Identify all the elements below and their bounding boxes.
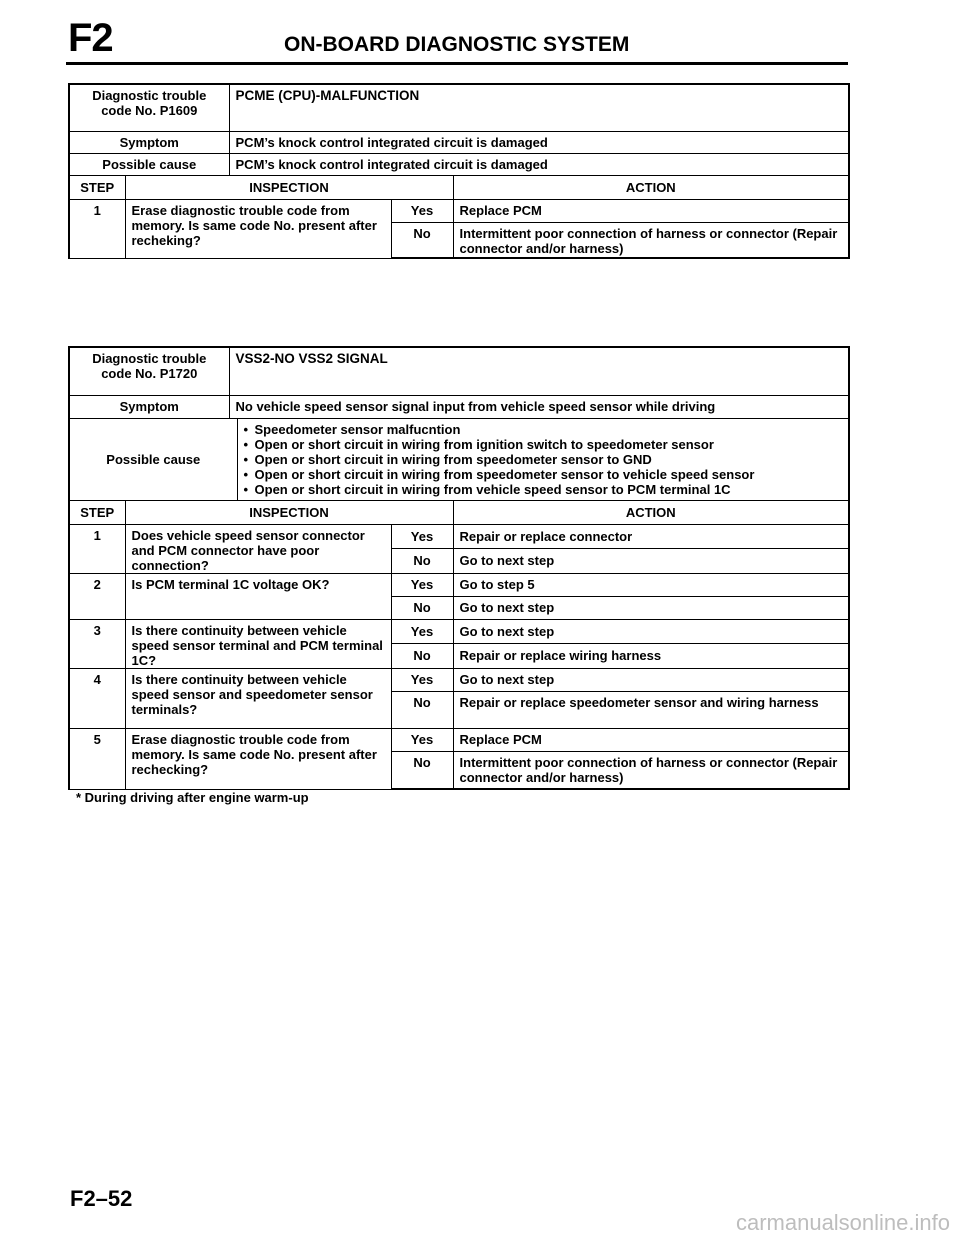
symptom-text: PCM’s knock control integrated circuit is damaged [229,131,849,153]
step-inspection: Is there continuity between vehicle speed sensor and speedometer sensor terminals? [125,668,391,728]
page-title: ON-BOARD DIAGNOSTIC SYSTEM [284,33,630,56]
cause-item: • Speedometer sensor malfucntion [244,422,843,437]
yes-label: Yes [391,524,453,549]
cause-item: • Open or short circuit in wiring from speedometer sensor to vehicle speed sensor [244,467,843,482]
cause-item: • Open or short circuit in wiring from vehicle speed sensor to PCM terminal 1C [244,482,843,497]
no-label: No [391,222,453,258]
step-inspection: Is there continuity between vehicle speed sensor terminal and PCM terminal 1C? [125,619,391,668]
title-rule [66,62,848,65]
no-action: Intermittent poor connection of harness or connector (Repair connector and/or harness) [453,751,849,789]
watermark: carmanualsonline.info [735,1210,950,1235]
possible-cause-text: PCM’s knock control integrated circuit is damaged [229,153,849,175]
dtc-title: PCME (CPU)-MALFUNCTION [229,84,849,131]
yes-action: Repair or replace connector [453,524,849,549]
dtc-table-p1609 [68,83,850,259]
yes-label: Yes [391,199,453,222]
yes-action: Go to step 5 [453,573,849,596]
cause-item: • Open or short circuit in wiring from ignition switch to speedometer sensor [244,437,843,452]
step-number: 2 [69,573,125,619]
inspection-header: INSPECTION [125,500,453,524]
no-action: Intermittent poor connection of harness or connector (Repair connector and/or harness) [453,222,849,258]
yes-label: Yes [391,573,453,596]
yes-action: Go to next step [453,619,849,644]
yes-label: Yes [391,668,453,691]
no-action: Repair or replace wiring harness [453,644,849,669]
step-number: 1 [69,524,125,573]
no-action: Go to next step [453,596,849,619]
dtc-table-p1720 [68,346,850,790]
step-inspection: Erase diagnostic trouble code from memory. Is same code No. present after rechecking? [125,728,391,789]
no-label: No [391,596,453,619]
possible-cause-label: Possible cause [69,418,237,500]
symptom-text: No vehicle speed sensor signal input from vehicle speed sensor while driving [229,395,849,418]
possible-cause-list [237,418,849,500]
yes-label: Yes [391,728,453,751]
action-header: ACTION [453,175,849,199]
no-action: Go to next step [453,549,849,574]
step-number: 3 [69,619,125,668]
step-number: 1 [69,199,125,258]
step-header: STEP [69,175,125,199]
page-number: F2–52 [70,1186,133,1211]
action-header: ACTION [453,500,849,524]
no-label: No [391,644,453,669]
footnote: * During driving after engine warm-up [76,790,309,805]
dtc-title: VSS2-NO VSS2 SIGNAL [229,347,849,395]
possible-cause-label: Possible cause [69,153,229,175]
inspection-header: INSPECTION [125,175,453,199]
section-code: F2 [68,16,113,60]
yes-label: Yes [391,619,453,644]
cause-item: • Open or short circuit in wiring from speedometer sensor to GND [244,452,843,467]
no-action: Repair or replace speedometer sensor and wiring harness [453,691,849,728]
dtc-code-label: Diagnostic trouble code No. P1720 [69,347,229,395]
no-label: No [391,549,453,574]
no-label: No [391,751,453,789]
step-inspection: Is PCM terminal 1C voltage OK? [125,573,391,619]
step-header: STEP [69,500,125,524]
step-inspection: Does vehicle speed sensor connector and PCM connector have poor connection? [125,524,391,573]
step-number: 5 [69,728,125,789]
symptom-label: Symptom [69,395,229,418]
yes-action: Replace PCM [453,728,849,751]
no-label: No [391,691,453,728]
yes-action: Go to next step [453,668,849,691]
step-inspection: Erase diagnostic trouble code from memory. Is same code No. present after recheking? [125,199,391,258]
dtc-code-label: Diagnostic trouble code No. P1609 [69,84,229,131]
yes-action: Replace PCM [453,199,849,222]
symptom-label: Symptom [69,131,229,153]
step-number: 4 [69,668,125,728]
